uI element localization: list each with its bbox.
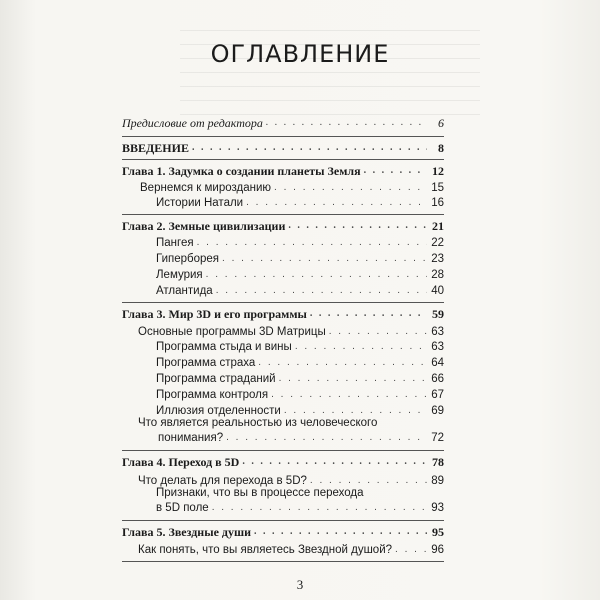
leader-dots	[284, 404, 427, 416]
leader-dots	[246, 196, 427, 208]
toc-chapter: Глава 2. Земные цивилизации . . . 21	[122, 219, 444, 233]
section-rule	[122, 136, 444, 137]
toc-entry: Что делать для перехода в 5D? . . . 89	[122, 474, 444, 488]
leader-dots	[212, 501, 427, 513]
leader-dots	[226, 431, 427, 443]
toc-entry: Пангея . . . 22	[122, 236, 444, 250]
toc-entry: Атлантида . . . 40	[122, 284, 444, 298]
toc-entry-line1: Что является реальностью из человеческого	[138, 417, 378, 429]
leader-dots	[310, 307, 427, 319]
toc-entry: Программа контроля . . . 67	[122, 388, 444, 402]
leader-dots	[288, 219, 427, 231]
toc-entry: Истории Натали . . . 16	[122, 196, 444, 210]
leader-dots	[266, 116, 427, 128]
toc-entry: ВВЕДЕНИЕ . . . 8	[122, 141, 444, 155]
leader-dots	[295, 340, 427, 352]
leader-dots	[254, 525, 427, 537]
toc-entry-line1: Признаки, что вы в процессе перехода	[156, 487, 364, 499]
leader-dots	[206, 268, 427, 280]
toc-chapter: Глава 3. Мир 3D и его программы . . . 59	[122, 307, 444, 321]
toc-entry: Иллюзия отделенности . . . 69	[122, 404, 444, 418]
leader-dots	[274, 181, 427, 193]
leader-dots	[329, 325, 427, 337]
section-rule	[122, 214, 444, 215]
page-number: 3	[296, 577, 304, 592]
toc-entry: Гиперборея . . . 23	[122, 252, 444, 266]
section-rule	[122, 450, 444, 451]
leader-dots	[271, 388, 427, 400]
leader-dots	[395, 543, 427, 555]
leader-dots	[242, 455, 427, 467]
toc-chapter: Глава 5. Звездные души . . . 95	[122, 525, 444, 539]
leader-dots	[216, 284, 427, 296]
leader-dots	[222, 252, 427, 264]
section-rule	[122, 561, 444, 562]
toc-entry: Как понять, что вы являетесь Звездной душой? . . . 96	[122, 543, 444, 557]
toc-entry: Вернемся к мирозданию . . . 15	[122, 181, 444, 195]
leader-dots	[279, 372, 427, 384]
toc-entry: Программа стыда и вины . . . 63	[122, 340, 444, 354]
leader-dots	[197, 236, 427, 248]
leader-dots	[310, 474, 427, 486]
toc-entry: Основные программы 3D Матрицы . . . 63	[122, 325, 444, 339]
leader-dots	[364, 164, 427, 176]
toc-entry: в 5D поле . . . 93	[122, 501, 444, 515]
toc-entry: Программа страданий . . . 66	[122, 372, 444, 386]
toc-chapter: Глава 4. Переход в 5D . . . 78	[122, 455, 444, 469]
toc-entry: Предисловие от редактора . . . 6	[122, 116, 444, 130]
section-rule	[122, 302, 444, 303]
section-rule	[122, 520, 444, 521]
toc-entry: Лемурия . . . 28	[122, 268, 444, 282]
toc-entry: Программа страха . . . 64	[122, 356, 444, 370]
leader-dots	[258, 356, 427, 368]
section-rule	[122, 159, 444, 160]
leader-dots	[192, 141, 427, 153]
toc-entry: понимания? . . . 72	[122, 431, 444, 445]
page-title: ОГЛАВЛЕНИЕ	[210, 40, 390, 68]
toc-chapter: Глава 1. Задумка о создании планеты Земля . . . 12	[122, 164, 444, 178]
